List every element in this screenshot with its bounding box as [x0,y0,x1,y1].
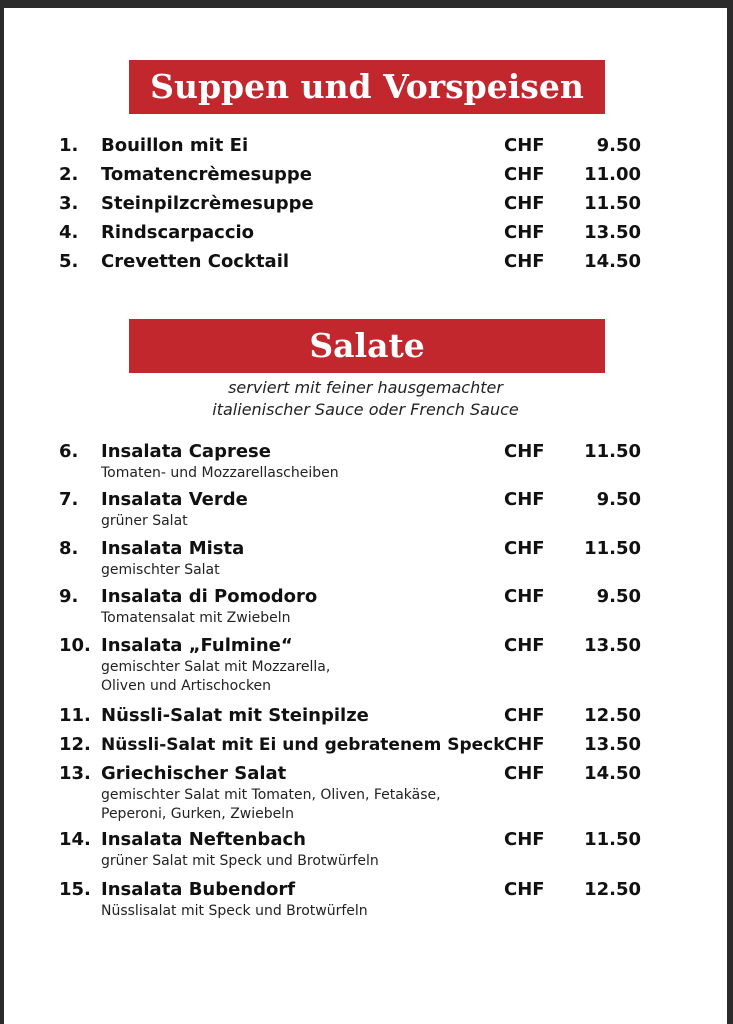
item-name: Insalata „Fulmine“ [101,635,293,656]
item-number: 5. [59,251,79,272]
item-description-line: gemischter Salat mit Mozzarella, [101,659,331,675]
item-currency: CHF [504,489,545,510]
item-name: Nüssli-Salat mit Steinpilze [101,705,369,726]
item-price: 14.50 [584,763,641,784]
item-description-line: Tomatensalat mit Zwiebeln [101,610,291,626]
item-currency: CHF [504,538,545,559]
item-description-line: Peperoni, Gurken, Zwiebeln [101,806,295,822]
section-subtitle-line-2: italienischer Sauce oder French Sauce [212,400,519,419]
item-name: Bouillon mit Ei [101,135,249,156]
item-name: Crevetten Cocktail [101,251,290,272]
item-description [101,658,330,696]
item-currency: CHF [504,829,545,850]
item-price: 11.50 [584,441,641,462]
item-price: 9.50 [596,586,641,607]
item-name: Steinpilzcrèmesuppe [101,193,314,214]
item-name: Griechischer Salat [101,763,287,784]
item-number: 12. [59,734,91,755]
item-name: Rindscarpaccio [101,222,255,243]
item-number: 4. [59,222,79,243]
item-number: 3. [59,193,79,214]
item-name: Insalata Verde [101,489,248,510]
item-description-line: Oliven und Artischocken [101,678,272,694]
item-price: 13.50 [584,222,641,243]
item-number: 9. [59,586,79,607]
item-description-line: gemischter Salat [101,562,220,578]
item-description [101,464,339,483]
item-description [101,512,188,531]
item-description-line: Tomaten- und Mozzarellascheiben [101,465,339,481]
item-price: 11.50 [584,829,641,850]
item-name: Insalata Bubendorf [101,879,296,900]
item-number: 13. [59,763,91,784]
item-price: 11.00 [584,164,641,185]
item-name: Insalata Mista [101,538,245,559]
item-currency: CHF [504,763,545,784]
page-border [727,0,733,1024]
item-name: Insalata Caprese [101,441,271,462]
item-number: 2. [59,164,79,185]
section-title-salate: Salate [129,319,605,373]
item-description [101,786,441,824]
item-currency: CHF [504,135,545,156]
item-price: 12.50 [584,879,641,900]
item-number: 14. [59,829,91,850]
item-name: Insalata di Pomodoro [101,586,318,607]
item-description-line: grüner Salat [101,513,188,529]
item-currency: CHF [504,734,545,755]
item-description [101,902,368,921]
item-currency: CHF [504,251,545,272]
item-currency: CHF [504,441,545,462]
item-currency: CHF [504,586,545,607]
item-number: 6. [59,441,79,462]
item-price: 11.50 [584,538,641,559]
item-description [101,561,220,580]
item-number: 10. [59,635,91,656]
item-currency: CHF [504,193,545,214]
section-title-suppen: Suppen und Vorspeisen [129,60,605,114]
item-number: 1. [59,135,79,156]
item-description-line: grüner Salat mit Speck und Brotwürfeln [101,853,379,869]
item-description-line: gemischter Salat mit Tomaten, Oliven, Fetakäse, [101,787,441,803]
item-currency: CHF [504,705,545,726]
item-currency: CHF [504,222,545,243]
item-price: 12.50 [584,705,641,726]
item-number: 8. [59,538,79,559]
item-price: 9.50 [596,135,641,156]
section-subtitle-line-1: serviert mit feiner hausgemachter [228,378,503,397]
item-currency: CHF [504,879,545,900]
item-name: Insalata Neftenbach [101,829,306,850]
item-name: Nüssli-Salat mit Ei und gebratenem Speck [101,735,505,755]
item-description [101,852,379,871]
item-currency: CHF [504,164,545,185]
item-price: 13.50 [584,734,641,755]
item-number: 15. [59,879,91,900]
item-number: 11. [59,705,91,726]
item-price: 9.50 [596,489,641,510]
item-price: 13.50 [584,635,641,656]
item-number: 7. [59,489,79,510]
item-name: Tomatencrèmesuppe [101,164,313,185]
item-currency: CHF [504,635,545,656]
menu-page [4,8,727,1024]
item-description-line: Nüsslisalat mit Speck und Brotwürfeln [101,903,368,919]
item-price: 14.50 [584,251,641,272]
item-price: 11.50 [584,193,641,214]
item-description [101,609,291,628]
